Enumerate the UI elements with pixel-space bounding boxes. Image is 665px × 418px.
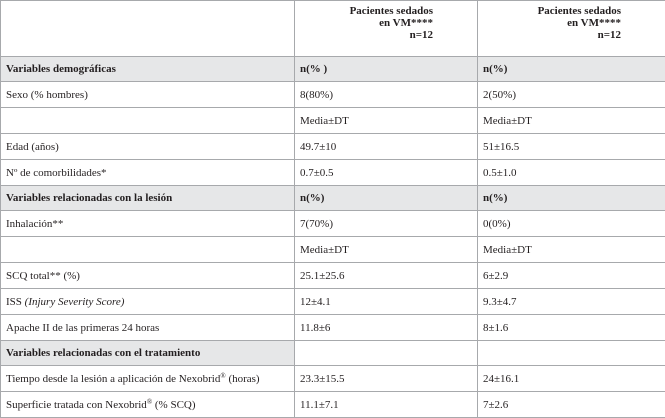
header-line: en VM**** (295, 17, 433, 29)
row-value: 8±1.6 (478, 315, 665, 341)
row-label-italic: (Injury Severity Score) (25, 296, 125, 308)
row-label-post: (% SCQ) (152, 399, 195, 411)
header-blank-cell (1, 1, 295, 57)
header-line: en VM**** (478, 17, 621, 29)
header-line: n=12 (478, 29, 621, 41)
row-value: Media±DT (295, 108, 478, 134)
table-row (1, 108, 665, 134)
row-label: Edad (años) (1, 134, 295, 160)
row-value: 12±4.1 (295, 289, 478, 315)
table-row (1, 289, 665, 315)
row-label-post: (horas) (226, 373, 260, 385)
table-row (1, 263, 665, 289)
table-row (1, 160, 665, 186)
section-unit (478, 341, 665, 366)
header-line: Pacientes sedados (295, 5, 433, 17)
row-value: 0.7±0.5 (295, 160, 478, 186)
section-unit: n(%) (478, 57, 665, 82)
row-label: Sexo (% hombres) (1, 82, 295, 108)
section-title: Variables demográficas (1, 57, 295, 82)
row-value: 11.1±7.1 (295, 392, 478, 418)
row-label: Inhalación** (1, 211, 295, 237)
row-label (1, 366, 295, 392)
section-header-demographic (1, 57, 665, 82)
row-label (1, 237, 295, 263)
row-value: 7(70%) (295, 211, 478, 237)
header-line: Pacientes sedados (478, 5, 621, 17)
row-label-pre: Tiempo desde la lesión a aplicación de Nexobrid (6, 373, 220, 385)
row-value: 11.8±6 (295, 315, 478, 341)
registered-mark: ® (220, 372, 225, 380)
section-unit: n(%) (295, 186, 478, 211)
row-label (1, 289, 295, 315)
row-value: 25.1±25.6 (295, 263, 478, 289)
table-row (1, 392, 665, 418)
row-label: Nº de comorbilidades* (1, 160, 295, 186)
row-value: 0.5±1.0 (478, 160, 665, 186)
row-label: SCQ total** (%) (1, 263, 295, 289)
row-value: 24±16.1 (478, 366, 665, 392)
table-row (1, 134, 665, 160)
table-row (1, 211, 665, 237)
row-label-pre: Superficie tratada con Nexobrid (6, 399, 147, 411)
section-unit: n(% ) (295, 57, 478, 82)
row-value: 7±2.6 (478, 392, 665, 418)
row-label (1, 392, 295, 418)
section-unit: n(%) (478, 186, 665, 211)
section-title: Variables relacionadas con la lesión (1, 186, 295, 211)
table-header-row (1, 1, 665, 57)
row-label-main: ISS (6, 296, 25, 308)
table-row (1, 366, 665, 392)
row-value: 51±16.5 (478, 134, 665, 160)
row-value: 8(80%) (295, 82, 478, 108)
header-line: n=12 (295, 29, 433, 41)
row-value: 2(50%) (478, 82, 665, 108)
header-cell-group-1 (295, 1, 478, 57)
registered-mark: ® (147, 398, 152, 406)
row-value: Media±DT (295, 237, 478, 263)
section-header-injury (1, 186, 665, 211)
row-value: 23.3±15.5 (295, 366, 478, 392)
header-cell-group-2 (478, 1, 665, 57)
row-value: 9.3±4.7 (478, 289, 665, 315)
row-value: 6±2.9 (478, 263, 665, 289)
row-label (1, 108, 295, 134)
table-row (1, 315, 665, 341)
table-row (1, 82, 665, 108)
row-value: 49.7±10 (295, 134, 478, 160)
section-header-treatment (1, 341, 665, 366)
section-unit (295, 341, 478, 366)
row-label: Apache II de las primeras 24 horas (1, 315, 295, 341)
row-value: 0(0%) (478, 211, 665, 237)
row-value: Media±DT (478, 108, 665, 134)
row-value: Media±DT (478, 237, 665, 263)
section-title: Variables relacionadas con el tratamiento (1, 341, 295, 366)
table-row (1, 237, 665, 263)
